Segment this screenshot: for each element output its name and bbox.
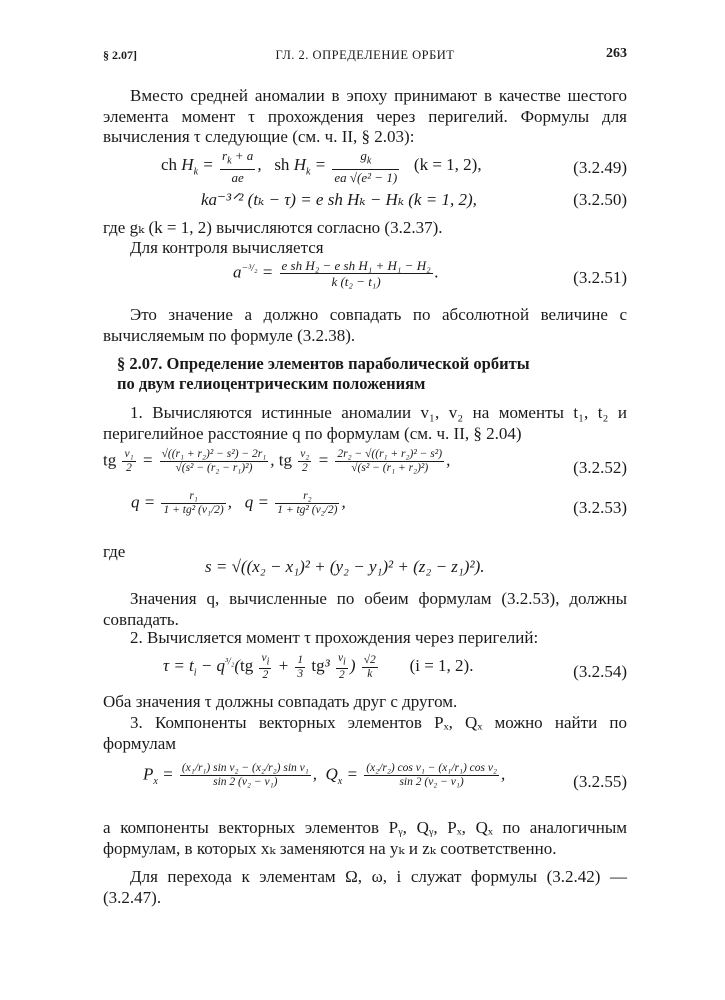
- equation-number: (3.2.54): [573, 662, 627, 681]
- paragraph-control: Для контроля вычисляется: [130, 238, 324, 257]
- paragraph-value-check: Это значение a должно совпадать по абсолютной величине с вычисляемым по формуле (3.2.38).: [103, 305, 627, 345]
- paragraph-tau-match: Оба значения τ должны совпадать друг с другом.: [103, 692, 458, 711]
- equation-number: (3.2.50): [573, 190, 627, 209]
- equation-3-2-52: tg $\frac{\text{v₁}}{2}$ = $\frac{\text{√((r₁ + r₂)² − s²) − 2r₁}}{\text{√(s² − (r₂ − r₁)²)}}$ , tg $\frac{\text{v₂}}{2}$ = $\frac{\text{2r₂ − √((r₁ + r₂)² − s²)}}{\text{√(s² − (r₁ + r₂)²)}}$ , (3.2.52): [103, 448, 627, 477]
- equation-3-2-49: ch $H_k$ = $\frac{r_k + a}{ae}$ , sh $H_k$ = $\frac{g_k}{\text{ea √(e² − 1)}}$ (k = 1, 2), (3.2.49): [161, 148, 627, 185]
- paragraph-components: а компоненты векторных элементов Pᵧ, Qᵧ, Pₓ, Qₓ по аналогичным формулам, в которых xₖ заменяются на yₖ и zₖ соответственно.: [103, 818, 627, 858]
- paragraph-step-2: 2. Вычисляется момент τ прохождения через перигелий:: [130, 628, 539, 647]
- equation-number: (3.2.52): [573, 458, 627, 477]
- equation-3-2-55: $P_x$ = $\frac{\text{(x₁/r₁) sin v₂ − (x₂/r₂) sin v₁}}{\text{sin 2 (v₂ − v₁)}}$ , $Q_x$ = $\frac{\text{(x₂/r₂) cos v₁ − (x₁/r₁) cos v₂}}{\text{sin 2 (v₂ − v₁)}}$ , (3.2.55): [143, 762, 627, 791]
- equation-range: (k = 1, 2),: [413, 155, 482, 175]
- section-heading-line-2: по двум гелиоцентрическим положениям: [117, 374, 426, 393]
- paragraph-where: где: [103, 542, 126, 561]
- running-head-title: ГЛ. 2. ОПРЕДЕЛЕНИЕ ОРБИТ: [275, 48, 455, 62]
- paragraph-step-3: 3. Компоненты векторных элементов Pₓ, Qₓ можно найти по формулам: [103, 713, 627, 753]
- equation-number: (3.2.55): [573, 772, 627, 791]
- page-number: 263: [606, 46, 627, 61]
- equation-3-2-53: q = $\frac{\text{r₁}}{\text{1 + tg² (v₁/2)}}$ , q = $\frac{\text{r₂}}{\text{1 + tg² (v₂/2)}}$ , (3.2.53): [131, 490, 627, 517]
- equation-number: (3.2.53): [573, 498, 627, 517]
- paragraph-intro: Вместо средней аномалии в эпоху принимают в качестве шестого элемента момент τ прохождения через перигелий. Формулы для вычисления τ следующие (см. ч. II, § 2.03):: [103, 86, 627, 146]
- paragraph-gk-note: где gₖ (k = 1, 2) вычисляются согласно (3.2.37).: [103, 218, 443, 237]
- equation-number: (3.2.51): [573, 268, 627, 287]
- equation-3-2-54: $\tau = t_i - q^{^3/_2}(tg$ $\frac{v_i}{2}$ + $\frac{1}{3}$ tg³ $\frac{v_i}{2}$ ) $\frac{√2}{k}$ (i = 1, 2). (3.2.54): [163, 652, 627, 682]
- section-heading-line-1: § 2.07. Определение элементов параболической орбиты: [117, 354, 530, 373]
- paragraph-step-1: 1. Вычисляются истинные аномалии v₁, v₂ на моменты t₁, t₂ и перигелийное расстояние q по формулам (см. ч. II, § 2.04): [103, 403, 627, 443]
- equation-body: s = √((x₂ − x₁)² + (y₂ − y₁)² + (z₂ − z₁)²).: [205, 557, 485, 576]
- running-head: [103, 46, 627, 66]
- paragraph-q-match: Значения q, вычисленные по обеим формулам (3.2.53), должны совпадать.: [103, 589, 627, 629]
- running-head-section: § 2.07]: [103, 48, 137, 62]
- paragraph-transition: Для перехода к элементам Ω, ω, i служат формулы (3.2.42) — (3.2.47).: [103, 867, 627, 907]
- section-heading: [103, 354, 627, 394]
- equation-range: (i = 1, 2).: [409, 656, 474, 676]
- equation-3-2-51: $a^{-^3/_2}$ = $\frac{\text{e sh H₂ − e sh H₁ + H₁ − H₂}}{\text{k (t₂ − t₁)}}$ . (3.2.51): [233, 258, 627, 289]
- equation-body: ka⁻³ᐟ² (tₖ − τ) = e sh Hₖ − Hₖ (k = 1, 2),: [201, 190, 477, 209]
- equation-number: (3.2.49): [573, 158, 627, 177]
